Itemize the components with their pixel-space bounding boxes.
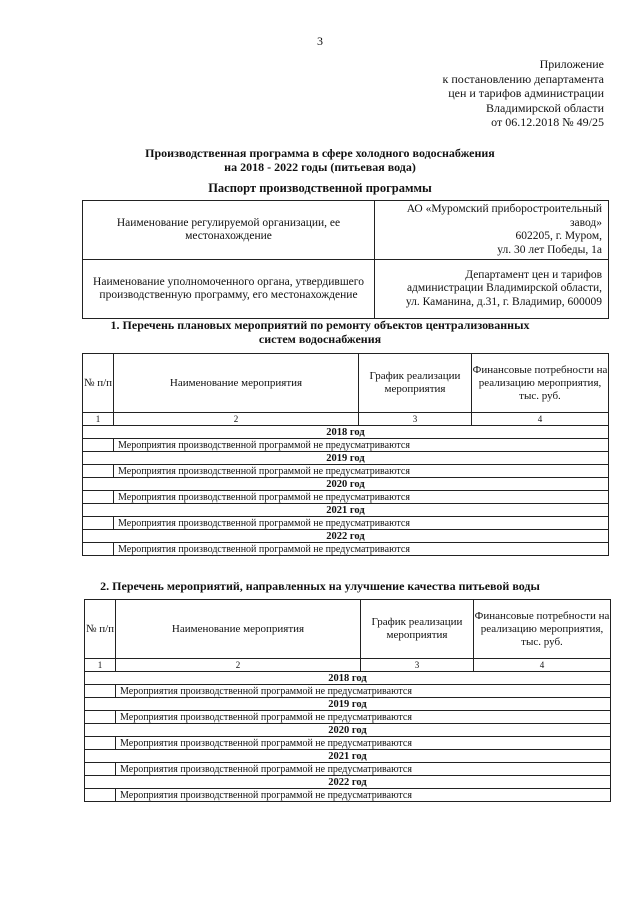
title-line: Производственная программа в сфере холодного водоснабжения: [145, 146, 495, 160]
event-num-cell: [85, 711, 116, 724]
year-label: 2022 год: [83, 530, 609, 543]
event-row: [83, 543, 609, 556]
event-row: [83, 517, 609, 530]
passport-heading: Паспорт производственной программы: [208, 181, 432, 195]
col-name-header: Наименование мероприятия: [114, 354, 359, 413]
event-row: [83, 439, 609, 452]
event-text: Мероприятия производственной программой не предусматриваются: [116, 763, 611, 776]
year-label: 2020 год: [83, 478, 609, 491]
event-num-cell: [85, 789, 116, 802]
year-label: 2018 год: [83, 426, 609, 439]
col-schedule-header: График реализации мероприятия: [359, 354, 472, 413]
event-text: Мероприятия производственной программой не предусматриваются: [116, 789, 611, 802]
year-row: [83, 452, 609, 465]
appendix-line: Владимирской области: [486, 100, 604, 115]
appendix-line: Приложение: [539, 57, 604, 71]
column-index-row: [83, 413, 609, 426]
passport-label: Наименование уполномоченного органа, утвердившего производственную программу, его местонахождение: [83, 260, 375, 319]
passport-value-line: 602205, г. Муром,: [515, 230, 602, 242]
column-index: 1: [83, 413, 114, 426]
col-name-header: Наименование мероприятия: [116, 600, 361, 659]
column-index: 2: [114, 413, 359, 426]
passport-value-line: ул. 30 лет Победы, 1а: [497, 243, 602, 256]
section-1-title: [0, 318, 640, 346]
section-title-line: 1. Перечень плановых мероприятий по ремонту объектов централизованных: [110, 318, 530, 332]
event-text: Мероприятия производственной программой не предусматриваются: [114, 439, 609, 452]
column-index: 4: [472, 413, 609, 426]
year-label: 2022 год: [85, 776, 611, 789]
event-row: [85, 685, 611, 698]
passport-value-line: Департамент цен и тарифов: [465, 268, 602, 281]
event-num-cell: [85, 737, 116, 750]
col-num-header: № п/п: [85, 600, 116, 659]
event-text: Мероприятия производственной программой не предусматриваются: [116, 685, 611, 698]
event-num-cell: [85, 763, 116, 776]
year-label: 2020 год: [85, 724, 611, 737]
section-title-line: систем водоснабжения: [258, 332, 382, 346]
event-text: Мероприятия производственной программой не предусматриваются: [114, 465, 609, 478]
year-label: 2019 год: [83, 452, 609, 465]
passport-value-line: администрации Владимирской области,: [406, 282, 602, 295]
column-index: 2: [116, 659, 361, 672]
events-table-1: [82, 353, 609, 556]
year-row: [83, 426, 609, 439]
event-num-cell: [83, 491, 114, 504]
year-row: [85, 698, 611, 711]
year-row: [85, 672, 611, 685]
passport-value-line: АО «Муромский приборостроительный завод»: [406, 203, 602, 229]
year-row: [85, 724, 611, 737]
col-num-header: № п/п: [83, 354, 114, 413]
passport-label: Наименование регулируемой организации, ее местонахождение: [83, 201, 375, 260]
event-row: [85, 789, 611, 802]
event-num-cell: [83, 465, 114, 478]
event-row: [83, 491, 609, 504]
document-title: [0, 146, 640, 174]
event-num-cell: [83, 439, 114, 452]
appendix-line: цен и тарифов администрации: [448, 86, 604, 100]
passport-table: [82, 200, 609, 319]
section-2-title: 2. Перечень мероприятий, направленных на улучшение качества питьевой воды: [100, 579, 540, 593]
year-label: 2019 год: [85, 698, 611, 711]
event-row: [85, 763, 611, 776]
passport-row: [83, 260, 609, 319]
year-label: 2018 год: [85, 672, 611, 685]
event-row: [85, 737, 611, 750]
year-row: [83, 478, 609, 491]
year-row: [85, 776, 611, 789]
page-number: 3: [317, 34, 323, 48]
column-index: 1: [85, 659, 116, 672]
col-finance-header: Финансовые потребности на реализацию мероприятия, тыс. руб.: [474, 600, 611, 659]
appendix-line: к постановлению департамента: [442, 71, 604, 86]
event-text: Мероприятия производственной программой не предусматриваются: [114, 517, 609, 530]
event-row: [85, 711, 611, 724]
title-line: на 2018 - 2022 годы (питьевая вода): [224, 160, 416, 174]
column-index: 3: [359, 413, 472, 426]
year-row: [85, 750, 611, 763]
event-num-cell: [83, 543, 114, 556]
column-index: 4: [474, 659, 611, 672]
year-label: 2021 год: [85, 750, 611, 763]
event-num-cell: [85, 685, 116, 698]
col-finance-header: Финансовые потребности на реализацию мероприятия, тыс. руб.: [472, 354, 609, 413]
passport-value-line: ул. Каманина, д.31, г. Владимир, 600009: [405, 295, 602, 308]
appendix-line: от 06.12.2018 № 49/25: [491, 115, 604, 129]
events-table-2: [84, 599, 611, 802]
event-text: Мероприятия производственной программой не предусматриваются: [114, 543, 609, 556]
event-row: [83, 465, 609, 478]
passport-row: [83, 201, 609, 260]
event-num-cell: [83, 517, 114, 530]
year-row: [83, 504, 609, 517]
passport-value: [375, 260, 609, 319]
table-header-row: [83, 354, 609, 413]
event-text: Мероприятия производственной программой не предусматриваются: [116, 737, 611, 750]
year-label: 2021 год: [83, 504, 609, 517]
col-schedule-header: График реализации мероприятия: [361, 600, 474, 659]
year-row: [83, 530, 609, 543]
event-text: Мероприятия производственной программой не предусматриваются: [116, 711, 611, 724]
column-index-row: [85, 659, 611, 672]
appendix-block: [404, 57, 604, 130]
table-header-row: [85, 600, 611, 659]
column-index: 3: [361, 659, 474, 672]
passport-value: [375, 201, 609, 260]
event-text: Мероприятия производственной программой не предусматриваются: [114, 491, 609, 504]
